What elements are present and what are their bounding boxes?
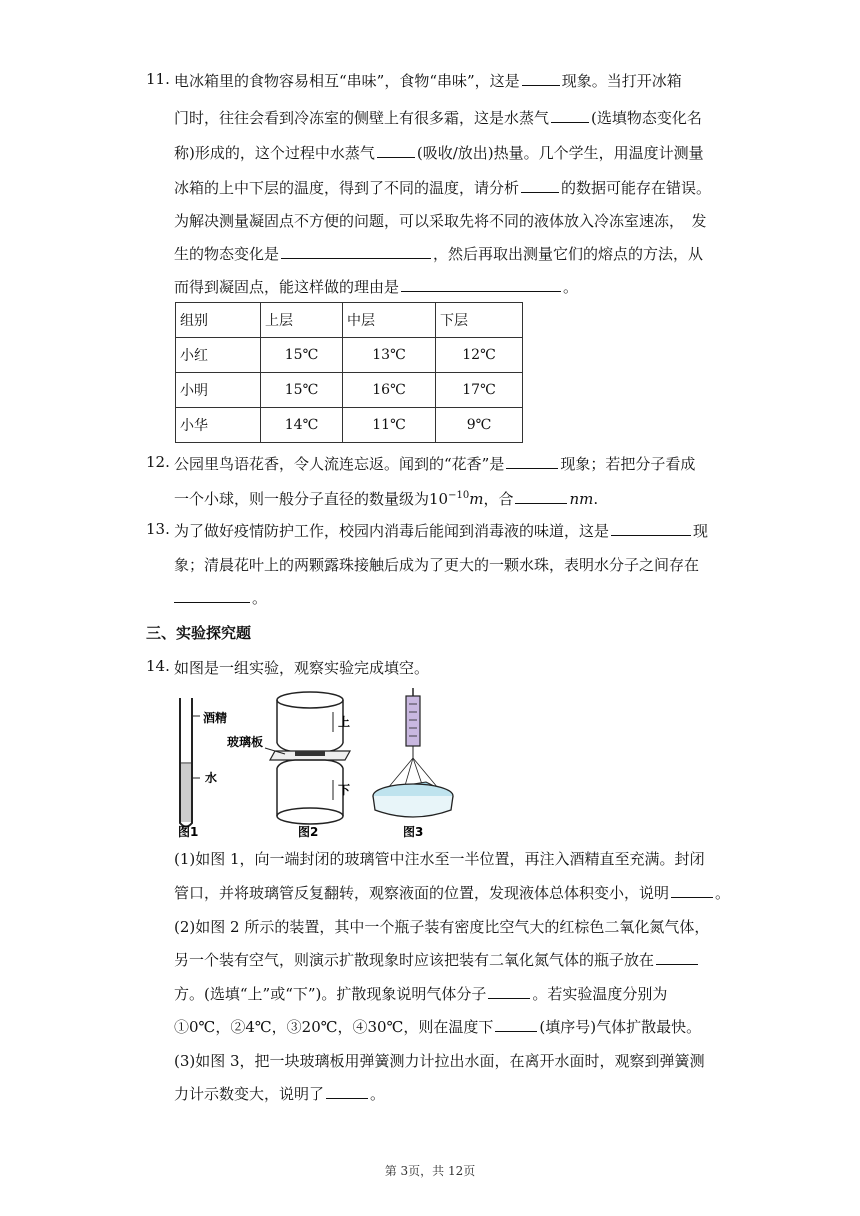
table-header: 中层 [343, 303, 436, 338]
text: (填序号)气体扩散最快。 [539, 1018, 702, 1036]
math-unit: m [469, 490, 484, 508]
text: (选填物态变化名 [591, 109, 702, 127]
table-header: 下层 [436, 303, 523, 338]
text: 。 [370, 1085, 386, 1103]
text: 方。(选填“上”或“下”)。扩散现象说明气体分子 [174, 985, 487, 1003]
text: 。若实验温度分别为 [532, 985, 668, 1003]
label-fig3: 图3 [403, 825, 424, 838]
text: 而得到凝固点，能这样做的理由是 [174, 278, 400, 296]
text: (1)如图 1，向一端封闭的玻璃管中注水至一半位置，再注入酒精直至充满。封闭 [174, 850, 705, 868]
question-number: 12. [146, 453, 170, 471]
table-header: 组别 [176, 303, 261, 338]
text: 生的物态变化是 [174, 245, 280, 263]
answer-blank[interactable] [671, 883, 713, 898]
text: 一个小球，则一般分子直径的数量级为 [174, 490, 430, 508]
table-cell: 11℃ [343, 408, 436, 443]
text: 力计示数变大，说明了 [174, 1085, 325, 1103]
answer-blank[interactable] [495, 1017, 537, 1032]
table-cell: 12℃ [436, 338, 523, 373]
table-row [176, 338, 523, 373]
answer-blank[interactable] [611, 521, 691, 536]
text: 管口，并将玻璃管反复翻转，观察液面的位置，发现液体总体积变小，说明 [174, 884, 670, 902]
table-cell: 13℃ [343, 338, 436, 373]
table-cell: 17℃ [436, 373, 523, 408]
text: 现象。当打开冰箱 [561, 72, 682, 90]
answer-blank[interactable] [551, 108, 589, 123]
text: (3)如图 3，把一块玻璃板用弹簧测力计拉出水面，在离开水面时，观察到弹簧测 [174, 1052, 705, 1070]
text: 。 [563, 278, 579, 296]
answer-blank[interactable] [377, 143, 415, 158]
answer-blank[interactable] [488, 984, 530, 999]
text: 。 [715, 884, 731, 902]
table-cell: 小明 [176, 373, 261, 408]
text: 公园里鸟语花香，令人流连忘返。闻到的“花香”是 [174, 455, 505, 473]
label-alcohol: 酒精 [203, 711, 228, 725]
table-cell: 14℃ [261, 408, 343, 443]
label-down: 下 [338, 783, 351, 797]
temperature-table [175, 302, 523, 443]
text: (2)如图 2 所示的装置，其中一个瓶子装有密度比空气大的红棕色二氧化氮气体， [174, 918, 710, 936]
text: 冰箱的上中下层的温度，得到了不同的温度，请分析 [174, 179, 520, 197]
label-glass-plate: 玻璃板 [227, 735, 264, 749]
text: 现 [693, 522, 709, 540]
table-cell: 9℃ [436, 408, 523, 443]
page-footer: 第 3页，共 12页 [384, 1164, 476, 1178]
math-exponent: −10 [448, 490, 470, 501]
table-header-row [176, 303, 523, 338]
table-row [176, 408, 523, 443]
answer-blank[interactable] [281, 244, 431, 259]
table-header: 上层 [261, 303, 343, 338]
answer-blank[interactable] [515, 489, 567, 504]
section-title: 三、实验探究题 [146, 624, 252, 642]
text: 另一个装有空气，则演示扩散现象时应该把装有二氧化氮气体的瓶子放在 [174, 951, 655, 969]
gas-jars-icon [270, 692, 350, 824]
text: 现象；若把分子看成 [560, 455, 696, 473]
answer-blank[interactable] [656, 950, 698, 965]
answer-blank[interactable] [401, 277, 561, 292]
text: . [593, 490, 599, 508]
text: (吸收/放出)热量。几个学生，用温度计测量 [416, 144, 704, 162]
answer-blank[interactable] [506, 454, 558, 469]
text: 的数据可能存在错误。 [561, 179, 712, 197]
text: 象；清晨花叶上的两颗露珠接触后成为了更大的一颗水珠，表明水分子之间存在 [174, 556, 700, 574]
table-cell: 16℃ [343, 373, 436, 408]
math-base: 10 [429, 490, 449, 508]
text: 电冰箱里的食物容易相互“串味”，食物“串味”，这是 [174, 72, 520, 90]
question-number: 13. [146, 520, 170, 538]
table-cell: 小红 [176, 338, 261, 373]
table-row [176, 373, 523, 408]
answer-blank[interactable] [174, 588, 250, 603]
question-number: 14. [146, 657, 170, 675]
text: 门时，往往会看到冷冻室的侧壁上有很多霜，这是水蒸气 [174, 109, 550, 127]
question-number: 11. [146, 70, 170, 88]
text: ①0℃，②4℃，③20℃，④30℃，则在温度下 [174, 1018, 494, 1036]
label-up: 上 [338, 715, 351, 729]
answer-blank[interactable] [326, 1084, 368, 1099]
text: 如图是一组实验，观察实验完成填空。 [174, 659, 430, 677]
answer-blank[interactable] [522, 71, 560, 86]
label-fig2: 图2 [298, 825, 319, 838]
text: 称)形成的，这个过程中水蒸气 [174, 144, 375, 162]
text: 。 [252, 589, 268, 607]
test-tube-icon [180, 698, 200, 827]
table-cell: 15℃ [261, 338, 343, 373]
text: 为解决测量凝固点不方便的问题，可以采取先将不同的液体放入冷冻室速冻， 发 [174, 212, 707, 230]
table-cell: 小华 [176, 408, 261, 443]
label-fig1: 图1 [178, 825, 199, 838]
answer-blank[interactable] [521, 178, 559, 193]
label-water: 水 [205, 771, 218, 785]
experiment-figure [170, 688, 460, 838]
text: ，合 [483, 490, 514, 508]
spring-scale-icon [373, 688, 453, 817]
text: 为了做好疫情防护工作，校园内消毒后能闻到消毒液的味道，这是 [174, 522, 610, 540]
math-unit: nm [569, 490, 594, 508]
text: ，然后再取出测量它们的熔点的方法，从 [433, 245, 704, 263]
table-cell: 15℃ [261, 373, 343, 408]
